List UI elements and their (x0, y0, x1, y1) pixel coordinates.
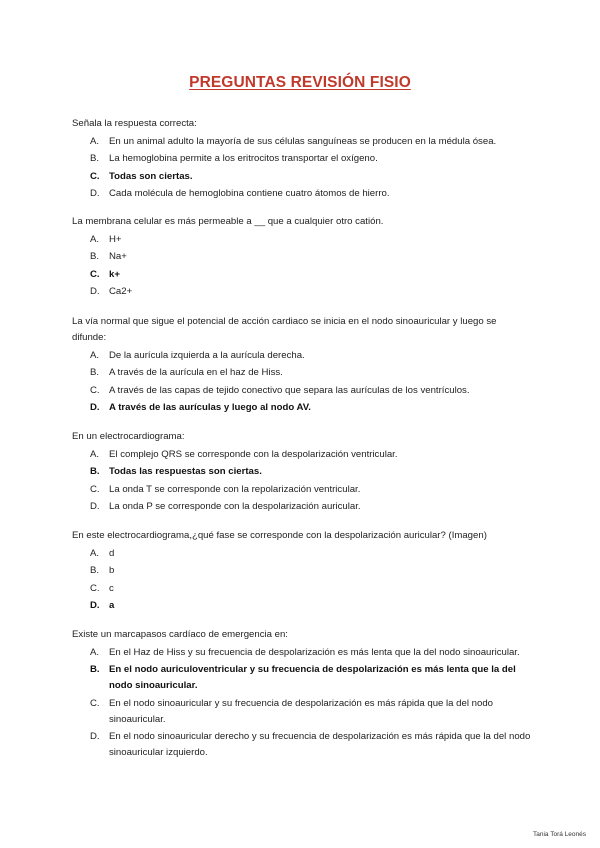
option-a (72, 134, 532, 150)
option-letter: C. (90, 268, 100, 280)
author-footer: Tania Torá Leonés (532, 831, 586, 838)
option-letter: D. (90, 600, 100, 611)
option-letter: D. (90, 188, 100, 199)
option-c (72, 169, 532, 185)
question-3 (72, 314, 532, 416)
option-text: Cada molécula de hemoglobina contiene cuatro átomos de hierro. (109, 188, 390, 199)
option-c (72, 581, 532, 597)
options-list (72, 134, 532, 203)
option-letter: B. (90, 565, 100, 576)
option-letter: B. (90, 466, 100, 477)
option-text: H+ (109, 233, 122, 245)
option-c (72, 696, 532, 728)
option-b (72, 563, 532, 579)
option-a (72, 546, 532, 562)
option-letter: A. (90, 547, 100, 559)
option-letter: B. (90, 367, 100, 378)
option-letter: B. (90, 153, 100, 164)
option-text: En el Haz de Hiss y su frecuencia de despolarización es más lenta que la del nodo sinoauricular. (109, 646, 520, 658)
option-d (72, 729, 532, 761)
option-a (72, 348, 532, 364)
option-text: d (109, 547, 115, 559)
question-stem: Existe un marcapasos cardíaco de emergencia en: (72, 629, 288, 640)
option-text: Todas son ciertas. (109, 170, 193, 182)
option-letter: C. (90, 384, 100, 396)
option-b (72, 464, 532, 480)
option-letter: B. (90, 664, 100, 675)
question-stem: La vía normal que sigue el potencial de acción cardiaco se inicia en el nodo sinoauricular y luego se difunde: (72, 316, 497, 343)
options-list (72, 348, 532, 417)
option-c (72, 267, 532, 283)
option-letter: D. (90, 286, 100, 297)
question-5 (72, 528, 532, 614)
option-d (72, 186, 532, 202)
option-text: b (109, 565, 115, 576)
option-text: En el nodo sinoauricular derecho y su frecuencia de despolarización es más rápida que la del nodo sinoauricular izquierdo. (109, 731, 531, 758)
option-text: En el nodo auriculoventricular y su frecuencia de despolarización es más lenta que la del nodo sinoauricular. (109, 664, 516, 691)
option-text: La onda P se corresponde con la despolarización auricular. (109, 501, 361, 512)
option-c (72, 383, 532, 399)
option-text: A través de las capas de tejido conectivo que separa las aurículas de los ventrículos. (109, 384, 470, 396)
option-letter: A. (90, 233, 100, 245)
option-letter: A. (90, 135, 100, 147)
option-letter: A. (90, 646, 100, 658)
option-a (72, 645, 532, 661)
question-stem: La membrana celular es más permeable a __ que a cualquier otro catión. (72, 216, 384, 227)
option-letter: C. (90, 697, 100, 709)
option-text: La hemoglobina permite a los eritrocitos transportar el oxígeno. (109, 153, 378, 164)
option-text: a (109, 600, 115, 611)
option-letter: C. (90, 170, 100, 182)
option-a (72, 447, 532, 463)
option-b (72, 365, 532, 381)
option-letter: C. (90, 483, 100, 495)
option-c (72, 482, 532, 498)
option-text: Todas las respuestas son ciertas. (109, 466, 262, 477)
option-text: En el nodo sinoauricular y su frecuencia de despolarización es más rápida que la del nodo sinoauricular. (109, 697, 493, 725)
option-letter: D. (90, 402, 100, 413)
options-list (72, 546, 532, 615)
option-text: Na+ (109, 251, 127, 262)
option-letter: B. (90, 251, 100, 262)
option-text: El complejo QRS se corresponde con la despolarización ventricular. (109, 448, 398, 460)
option-letter: A. (90, 448, 100, 460)
option-text: k+ (109, 268, 120, 280)
question-2 (72, 214, 532, 300)
page-title: PREGUNTAS REVISIÓN FISIO (189, 74, 411, 91)
question-6 (72, 627, 532, 761)
option-letter: D. (90, 731, 100, 742)
option-b (72, 151, 532, 167)
option-d (72, 284, 532, 300)
option-d (72, 499, 532, 515)
options-list (72, 645, 532, 762)
option-text: A través de las aurículas y luego al nodo AV. (109, 402, 311, 413)
option-letter: D. (90, 501, 100, 512)
question-stem: En un electrocardiograma: (72, 431, 185, 442)
option-text: c (109, 582, 114, 594)
question-4 (72, 429, 532, 515)
question-1 (72, 116, 532, 202)
option-b (72, 249, 532, 265)
question-stem: Señala la respuesta correcta: (72, 118, 197, 129)
option-b (72, 662, 532, 694)
option-a (72, 232, 532, 248)
options-list (72, 232, 532, 301)
option-d (72, 598, 532, 614)
question-stem: En este electrocardiograma,¿qué fase se corresponde con la despolarización auricular? (Imagen) (72, 530, 487, 541)
options-list (72, 447, 532, 516)
option-letter: C. (90, 582, 100, 594)
option-letter: A. (90, 349, 100, 361)
option-text: Ca2+ (109, 286, 133, 297)
option-d (72, 400, 532, 416)
option-text: A través de la aurícula en el haz de Hiss. (109, 367, 283, 378)
option-text: La onda T se corresponde con la repolarización ventricular. (109, 483, 361, 495)
option-text: En un animal adulto la mayoría de sus células sanguíneas se producen en la médula ósea. (109, 135, 497, 147)
option-text: De la aurícula izquierda a la aurícula derecha. (109, 349, 305, 361)
